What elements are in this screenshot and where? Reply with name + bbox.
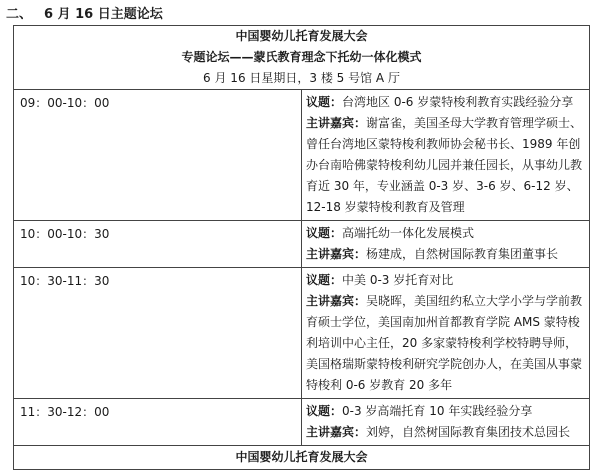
session-content — [302, 90, 590, 221]
header-cell — [14, 26, 590, 90]
session-speaker: 杨建成，自然树国际教育集团董事长 — [366, 247, 559, 261]
session-topic: 台湾地区 0-6 岁蒙特梭利教育实践经验分享 — [342, 95, 574, 109]
session-topic-line — [306, 270, 583, 291]
session-speaker-line — [306, 291, 583, 396]
session-time: 09：00-10：00 — [14, 90, 302, 221]
section-heading — [6, 3, 163, 22]
conference-name: 中国婴幼儿托育发展大会 — [235, 29, 368, 43]
session-topic: 中美 0-3 岁托育对比 — [342, 273, 454, 287]
header-row — [14, 26, 590, 90]
session-time: 10：30-11：30 — [14, 268, 302, 399]
session-speaker-line — [306, 244, 583, 265]
topic-label: 议题： — [306, 95, 343, 109]
speaker-label: 主讲嘉宾： — [306, 294, 367, 308]
session-topic-line — [306, 223, 583, 244]
session-row — [14, 90, 590, 221]
section-title: 6 月 16 日主题论坛 — [44, 7, 163, 22]
topic-label: 议题： — [306, 226, 343, 240]
agenda-table — [13, 25, 590, 470]
session-content — [302, 221, 590, 268]
section-number: 二、 — [6, 7, 33, 22]
session-speaker-line — [306, 422, 583, 443]
session-topic: 高端托幼一体化发展模式 — [342, 226, 475, 240]
session-topic-line — [306, 401, 583, 422]
speaker-label: 主讲嘉宾： — [306, 116, 367, 130]
date-venue: 6 月 16 日星期日，3 楼 5 号馆 A 厅 — [203, 71, 400, 85]
forum-title: 专题论坛——蒙氏教育理念下托幼一体化模式 — [181, 50, 422, 64]
session-speaker: 吴晓晖，美国纽约私立大学小学与学前教育硕士学位，美国南加州首都教育学院 AMS 蒙特梭利培训中心主任，20 多家蒙特梭利学校特聘导师，美国格瑞斯蒙特梭利研究学院创办人，在美国从事蒙特梭利 0-6 岁教育 20 多年 — [306, 294, 583, 392]
session-topic-line — [306, 92, 583, 113]
speaker-label: 主讲嘉宾： — [306, 425, 367, 439]
speaker-label: 主讲嘉宾： — [306, 247, 367, 261]
topic-label: 议题： — [306, 273, 343, 287]
session-topic: 0-3 岁高端托育 10 年实践经验分享 — [342, 404, 533, 418]
session-speaker: 谢富雀，美国圣母大学教育管理学硕士、曾任台湾地区蒙特梭利教师协会秘书长、1989 年创办台南哈佛蒙特梭利幼儿园并兼任园长，从事幼儿教育近 30 年，专业涵盖 0-3 岁、3-6 岁、6-12 岁、12-18 岁蒙特梭利教育及管理 — [306, 116, 583, 214]
session-time: 11：30-12：00 — [14, 399, 302, 446]
session-row — [14, 221, 590, 268]
footer-row — [14, 446, 590, 470]
session-speaker: 刘婷，自然树国际教育集团技术总园长 — [366, 425, 571, 439]
footer-conference-name: 中国婴幼儿托育发展大会 — [14, 446, 590, 470]
session-content — [302, 399, 590, 446]
session-time: 10：00-10：30 — [14, 221, 302, 268]
topic-label: 议题： — [306, 404, 343, 418]
session-row — [14, 268, 590, 399]
session-speaker-line — [306, 113, 583, 218]
session-row — [14, 399, 590, 446]
session-content — [302, 268, 590, 399]
